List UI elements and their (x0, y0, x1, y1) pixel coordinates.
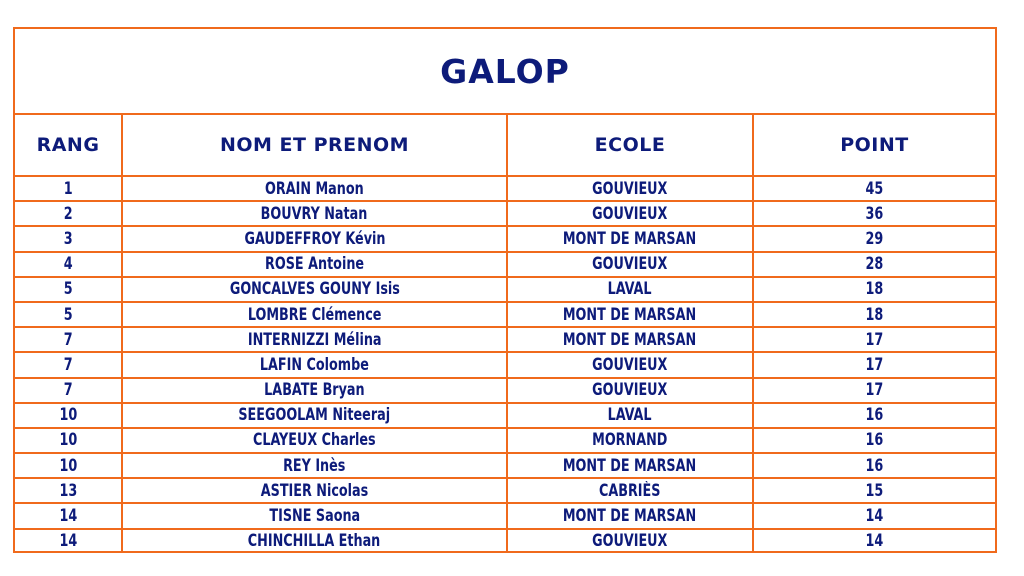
cell-school (507, 277, 753, 302)
table-row (15, 403, 995, 428)
cell-points-text: 17 (865, 329, 884, 349)
cell-points (753, 403, 995, 428)
header-points: POINT (753, 115, 995, 176)
cell-name (122, 428, 507, 453)
title-row (15, 29, 995, 115)
cell-school (507, 503, 753, 528)
cell-school-text: LAVAL (608, 405, 652, 425)
cell-rank-text: 7 (63, 354, 73, 374)
cell-school (507, 201, 753, 226)
cell-school (507, 478, 753, 503)
table-row (15, 252, 995, 277)
cell-school-text: CABRIÈS (599, 480, 661, 500)
cell-points-text: 18 (865, 304, 884, 324)
cell-name (122, 302, 507, 327)
cell-school-text: MONT DE MARSAN (563, 228, 697, 248)
cell-name-text: ASTIER Nicolas (260, 480, 369, 500)
cell-school (507, 403, 753, 428)
table-row (15, 302, 995, 327)
cell-rank (15, 403, 122, 428)
cell-school-text: GOUVIEUX (592, 531, 668, 551)
cell-rank-text: 13 (59, 480, 77, 500)
cell-school (507, 453, 753, 478)
cell-name-text: SEEGOOLAM Niteeraj (238, 405, 391, 425)
cell-name-text: LAFIN Colombe (259, 354, 370, 374)
cell-school-text: GOUVIEUX (592, 380, 668, 400)
cell-points-text: 15 (865, 480, 884, 500)
cell-rank (15, 302, 122, 327)
cell-points (753, 453, 995, 478)
cell-rank-text: 3 (63, 228, 73, 248)
header-row (15, 115, 995, 176)
cell-name (122, 201, 507, 226)
cell-rank-text: 14 (59, 506, 77, 526)
cell-rank (15, 201, 122, 226)
cell-name (122, 176, 507, 201)
cell-points (753, 529, 995, 553)
table-body (15, 176, 995, 553)
cell-school (507, 302, 753, 327)
cell-name (122, 352, 507, 377)
cell-name-text: INTERNIZZI Mélina (247, 329, 382, 349)
cell-school (507, 226, 753, 251)
table-row (15, 226, 995, 251)
cell-school-text: MONT DE MARSAN (563, 506, 697, 526)
cell-points-text: 16 (865, 405, 884, 425)
cell-rank-text: 5 (63, 279, 73, 299)
cell-rank-text: 4 (63, 254, 73, 274)
table-row (15, 378, 995, 403)
cell-name (122, 226, 507, 251)
cell-points-text: 17 (865, 380, 884, 400)
table-row (15, 176, 995, 201)
cell-rank (15, 352, 122, 377)
cell-school (507, 529, 753, 553)
cell-name (122, 403, 507, 428)
cell-rank-text: 1 (63, 178, 73, 198)
cell-name-text: TISNE Saona (269, 506, 360, 526)
cell-points-text: 28 (865, 254, 884, 274)
cell-points (753, 302, 995, 327)
cell-name (122, 378, 507, 403)
cell-school-text: LAVAL (608, 279, 652, 299)
cell-name-text: CLAYEUX Charles (253, 430, 376, 450)
cell-points-text: 36 (865, 203, 884, 223)
cell-rank-text: 2 (63, 203, 73, 223)
page-title: GALOP (440, 51, 570, 91)
cell-rank-text: 7 (63, 380, 73, 400)
cell-points (753, 352, 995, 377)
cell-rank-text: 10 (59, 405, 77, 425)
cell-name (122, 453, 507, 478)
cell-school-text: MONT DE MARSAN (563, 304, 697, 324)
table-row (15, 478, 995, 503)
table-row (15, 428, 995, 453)
table-row (15, 277, 995, 302)
cell-name-text: ROSE Antoine (264, 254, 365, 274)
cell-school (507, 176, 753, 201)
cell-school-text: MORNAND (592, 430, 668, 450)
header-rank: RANG (15, 115, 122, 176)
cell-name-text: GONCALVES GOUNY Isis (229, 279, 400, 299)
cell-rank-text: 10 (59, 430, 77, 450)
cell-school-text: GOUVIEUX (592, 254, 668, 274)
cell-points (753, 327, 995, 352)
cell-rank (15, 176, 122, 201)
cell-name (122, 277, 507, 302)
cell-name (122, 327, 507, 352)
cell-points (753, 277, 995, 302)
cell-rank (15, 252, 122, 277)
cell-points (753, 478, 995, 503)
cell-points (753, 252, 995, 277)
cell-points (753, 378, 995, 403)
cell-points-text: 18 (865, 279, 884, 299)
cell-points (753, 428, 995, 453)
cell-points-text: 14 (865, 531, 884, 551)
table-row (15, 327, 995, 352)
header-name: NOM ET PRENOM (122, 115, 507, 176)
cell-rank (15, 226, 122, 251)
header-school: ECOLE (507, 115, 753, 176)
results-table-frame (13, 27, 997, 553)
cell-rank (15, 529, 122, 553)
cell-name (122, 252, 507, 277)
cell-school (507, 352, 753, 377)
cell-rank (15, 327, 122, 352)
table-row (15, 201, 995, 226)
cell-points-text: 16 (865, 455, 884, 475)
cell-rank-text: 7 (63, 329, 73, 349)
cell-points (753, 176, 995, 201)
table-row (15, 529, 995, 553)
cell-points (753, 503, 995, 528)
cell-rank (15, 277, 122, 302)
cell-school-text: MONT DE MARSAN (563, 329, 697, 349)
table-row (15, 352, 995, 377)
cell-school (507, 378, 753, 403)
cell-school-text: GOUVIEUX (592, 178, 668, 198)
cell-school (507, 327, 753, 352)
cell-points-text: 29 (865, 228, 884, 248)
cell-rank-text: 14 (59, 531, 77, 551)
cell-school-text: MONT DE MARSAN (563, 455, 697, 475)
cell-name-text: LOMBRE Clémence (247, 304, 382, 324)
table-row (15, 503, 995, 528)
cell-points-text: 17 (865, 354, 884, 374)
cell-points-text: 14 (865, 506, 884, 526)
ranking-table (15, 115, 995, 553)
cell-rank-text: 5 (63, 304, 73, 324)
cell-school (507, 252, 753, 277)
cell-name-text: CHINCHILLA Ethan (248, 531, 381, 551)
cell-school-text: GOUVIEUX (592, 354, 668, 374)
cell-name-text: GAUDEFFROY Kévin (243, 228, 386, 248)
cell-name-text: BOUVRY Natan (261, 203, 368, 223)
cell-name-text: ORAIN Manon (265, 178, 364, 198)
cell-rank (15, 378, 122, 403)
cell-rank (15, 478, 122, 503)
cell-name-text: LABATE Bryan (264, 380, 365, 400)
cell-school (507, 428, 753, 453)
cell-rank (15, 503, 122, 528)
cell-points-text: 16 (865, 430, 884, 450)
table-row (15, 453, 995, 478)
cell-points-text: 45 (865, 178, 884, 198)
cell-rank (15, 453, 122, 478)
cell-name-text: REY Inès (283, 455, 346, 475)
cell-name (122, 478, 507, 503)
cell-rank-text: 10 (59, 455, 77, 475)
cell-rank (15, 428, 122, 453)
cell-points (753, 201, 995, 226)
cell-name (122, 529, 507, 553)
cell-school-text: GOUVIEUX (592, 203, 668, 223)
cell-name (122, 503, 507, 528)
cell-points (753, 226, 995, 251)
